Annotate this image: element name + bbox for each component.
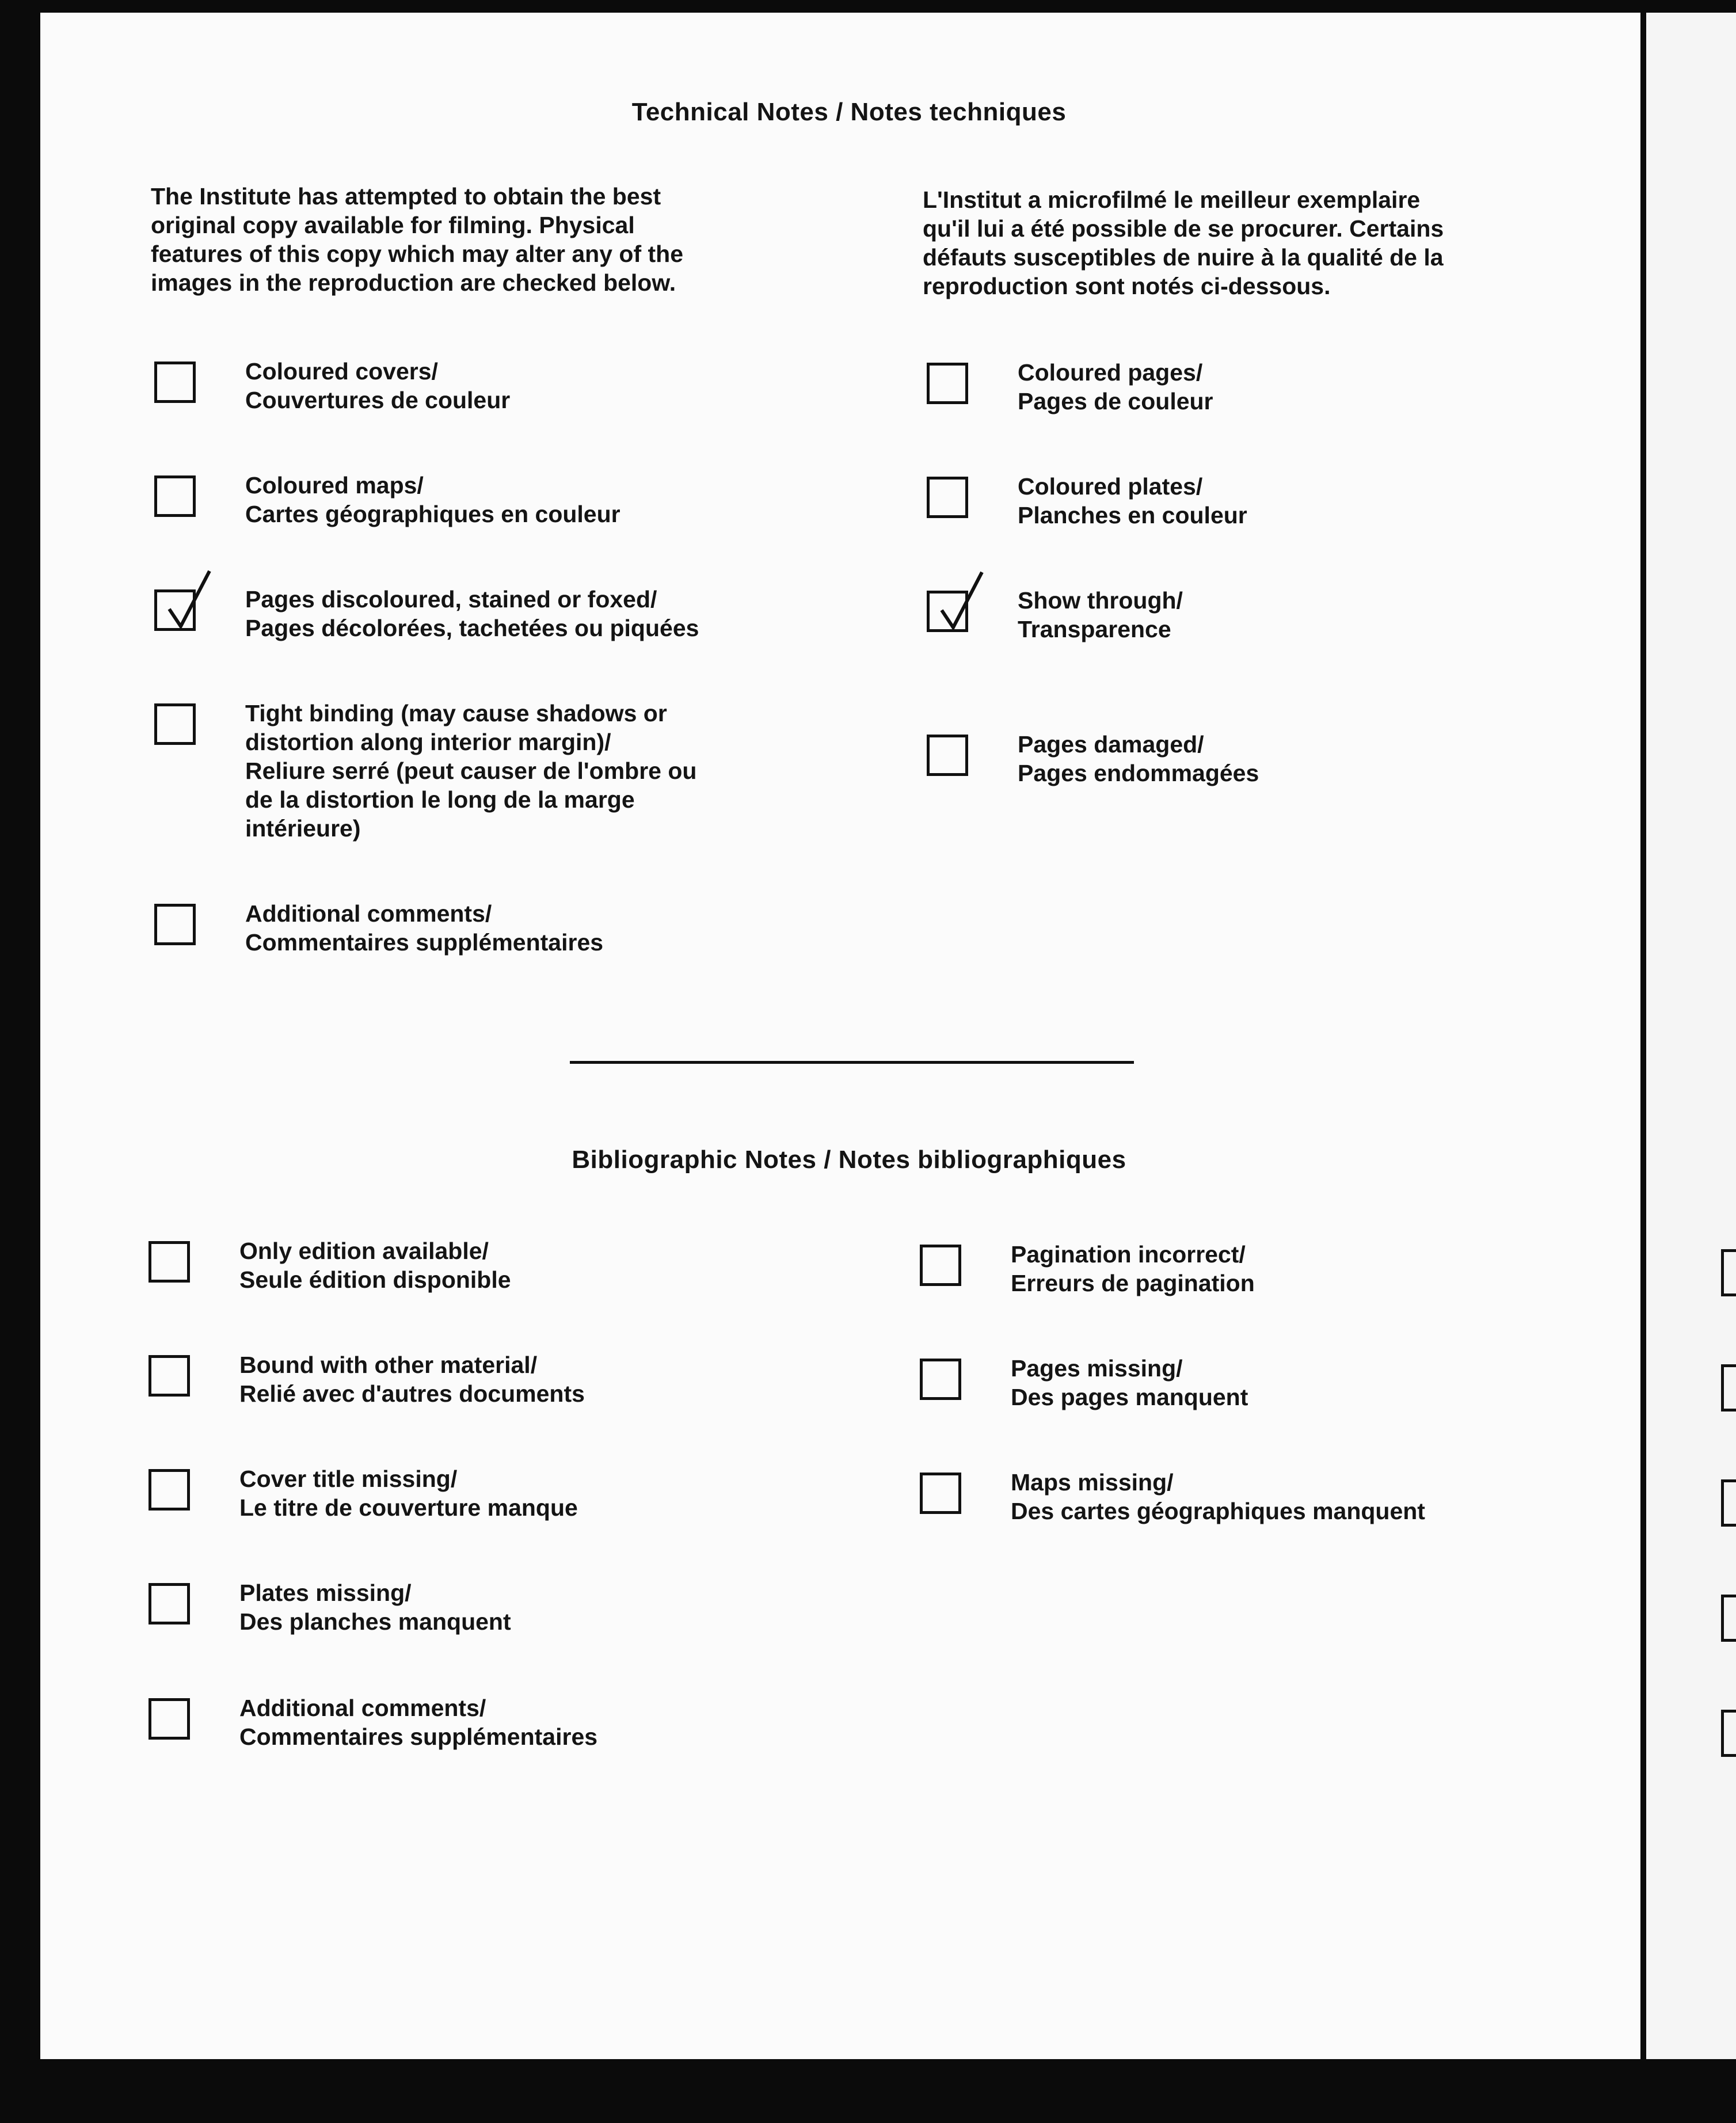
label-line: Coloured maps/ [245,472,424,499]
checkbox [149,1698,190,1740]
checklist-label [239,1236,511,1294]
checklist-label [1011,1354,1248,1411]
label-line: Coloured plates/ [1018,473,1203,500]
adjacent-page-box-mark [1721,1249,1736,1296]
checklist-label [245,471,620,528]
checkbox [154,904,196,945]
intro-line: features of this copy which may alter any of the [151,241,684,267]
label-line: Maps missing/ [1011,1469,1174,1496]
checklist-label [239,1464,578,1522]
checkbox [149,1469,190,1511]
label-line: Des planches manquent [239,1608,511,1635]
adjacent-page-box-mark [1721,1710,1736,1757]
label-line: Pages damaged/ [1018,731,1204,758]
label-line: Pages décolorées, tachetées ou piquées [245,615,699,641]
checkbox [920,1245,961,1286]
label-line: Coloured covers/ [245,358,438,385]
technical-intro-english [151,182,683,297]
label-line: Seule édition disponible [239,1266,511,1293]
intro-line: qu'il lui a été possible de se procurer. Certains [923,215,1444,242]
intro-line: L'Institut a microfilmé le meilleur exemplaire [923,187,1421,213]
intro-line: images in the reproduction are checked below. [151,269,676,296]
label-line: Erreurs de pagination [1011,1270,1255,1296]
label-line: distortion along interior margin)/ [245,729,611,755]
checkbox [149,1241,190,1283]
checklist-label [1018,730,1259,787]
label-line: Couvertures de couleur [245,387,511,413]
label-line: Pages missing/ [1011,1355,1183,1382]
label-line: Bound with other material/ [239,1352,538,1378]
label-line: Cover title missing/ [239,1466,458,1492]
checkbox [154,362,196,403]
label-line: de la distortion le long de la marge [245,786,635,813]
label-line: Planches en couleur [1018,502,1247,528]
bibliographic-notes-title: Bibliographic Notes / Notes bibliographiques [572,1146,1126,1174]
label-line: Des cartes géographiques manquent [1011,1498,1425,1524]
label-line: Only edition available/ [239,1238,489,1264]
checklist-label [1011,1240,1255,1298]
checklist-label [239,1578,511,1636]
section-divider [570,1061,1134,1064]
checkbox [927,477,968,518]
label-line: Pages discoloured, stained or foxed/ [245,586,657,612]
label-line: Transparence [1018,616,1171,642]
technical-intro-french [923,185,1444,300]
check-mark-icon [152,564,221,633]
intro-line: The Institute has attempted to obtain the best [151,183,661,210]
checkbox [149,1583,190,1624]
checklist-label [245,899,603,957]
intro-line: original copy available for filming. Physical [151,212,635,238]
label-line: Reliure serré (peut causer de l'ombre ou [245,758,697,784]
label-line: Additional comments/ [245,900,492,927]
technical-notes-title: Technical Notes / Notes techniques [631,98,1067,126]
check-mark-icon [924,565,993,634]
label-line: Cartes géographiques en couleur [245,501,620,527]
adjacent-page-box-mark [1721,1364,1736,1411]
adjacent-page-box-mark [1721,1595,1736,1642]
label-line: Des pages manquent [1011,1384,1248,1410]
adjacent-page-box-mark [1721,1479,1736,1527]
label-line: Pagination incorrect/ [1011,1241,1246,1268]
checklist-label [1018,472,1247,530]
label-line: intérieure) [245,815,361,842]
label-line: Commentaires supplémentaires [239,1723,598,1750]
checkbox [149,1355,190,1397]
document-page [40,13,1640,2059]
label-line: Pages endommagées [1018,760,1259,786]
checkbox [920,1359,961,1400]
checkbox [927,735,968,776]
label-line: Pages de couleur [1018,388,1213,414]
label-line: Commentaires supplémentaires [245,929,604,956]
checklist-label [245,357,510,414]
checklist-label [1018,358,1213,416]
label-line: Additional comments/ [239,1695,486,1721]
checklist-label [1018,586,1183,644]
label-line: Plates missing/ [239,1580,412,1606]
checklist-label [245,699,696,843]
label-line: Coloured pages/ [1018,359,1203,386]
label-line: Le titre de couverture manque [239,1494,578,1521]
intro-line: reproduction sont notés ci-dessous. [923,273,1331,299]
checkbox [154,703,196,745]
label-line: Tight binding (may cause shadows or [245,700,667,726]
intro-line: défauts susceptibles de nuire à la qualité de la [923,244,1444,271]
checklist-label [239,1350,585,1408]
label-line: Relié avec d'autres documents [239,1380,585,1407]
label-line: Show through/ [1018,587,1183,614]
checklist-label [245,585,699,642]
checkbox [920,1473,961,1514]
checklist-label [239,1694,597,1751]
checklist-label [1011,1468,1425,1525]
checkbox [927,363,968,404]
checkbox [154,475,196,517]
